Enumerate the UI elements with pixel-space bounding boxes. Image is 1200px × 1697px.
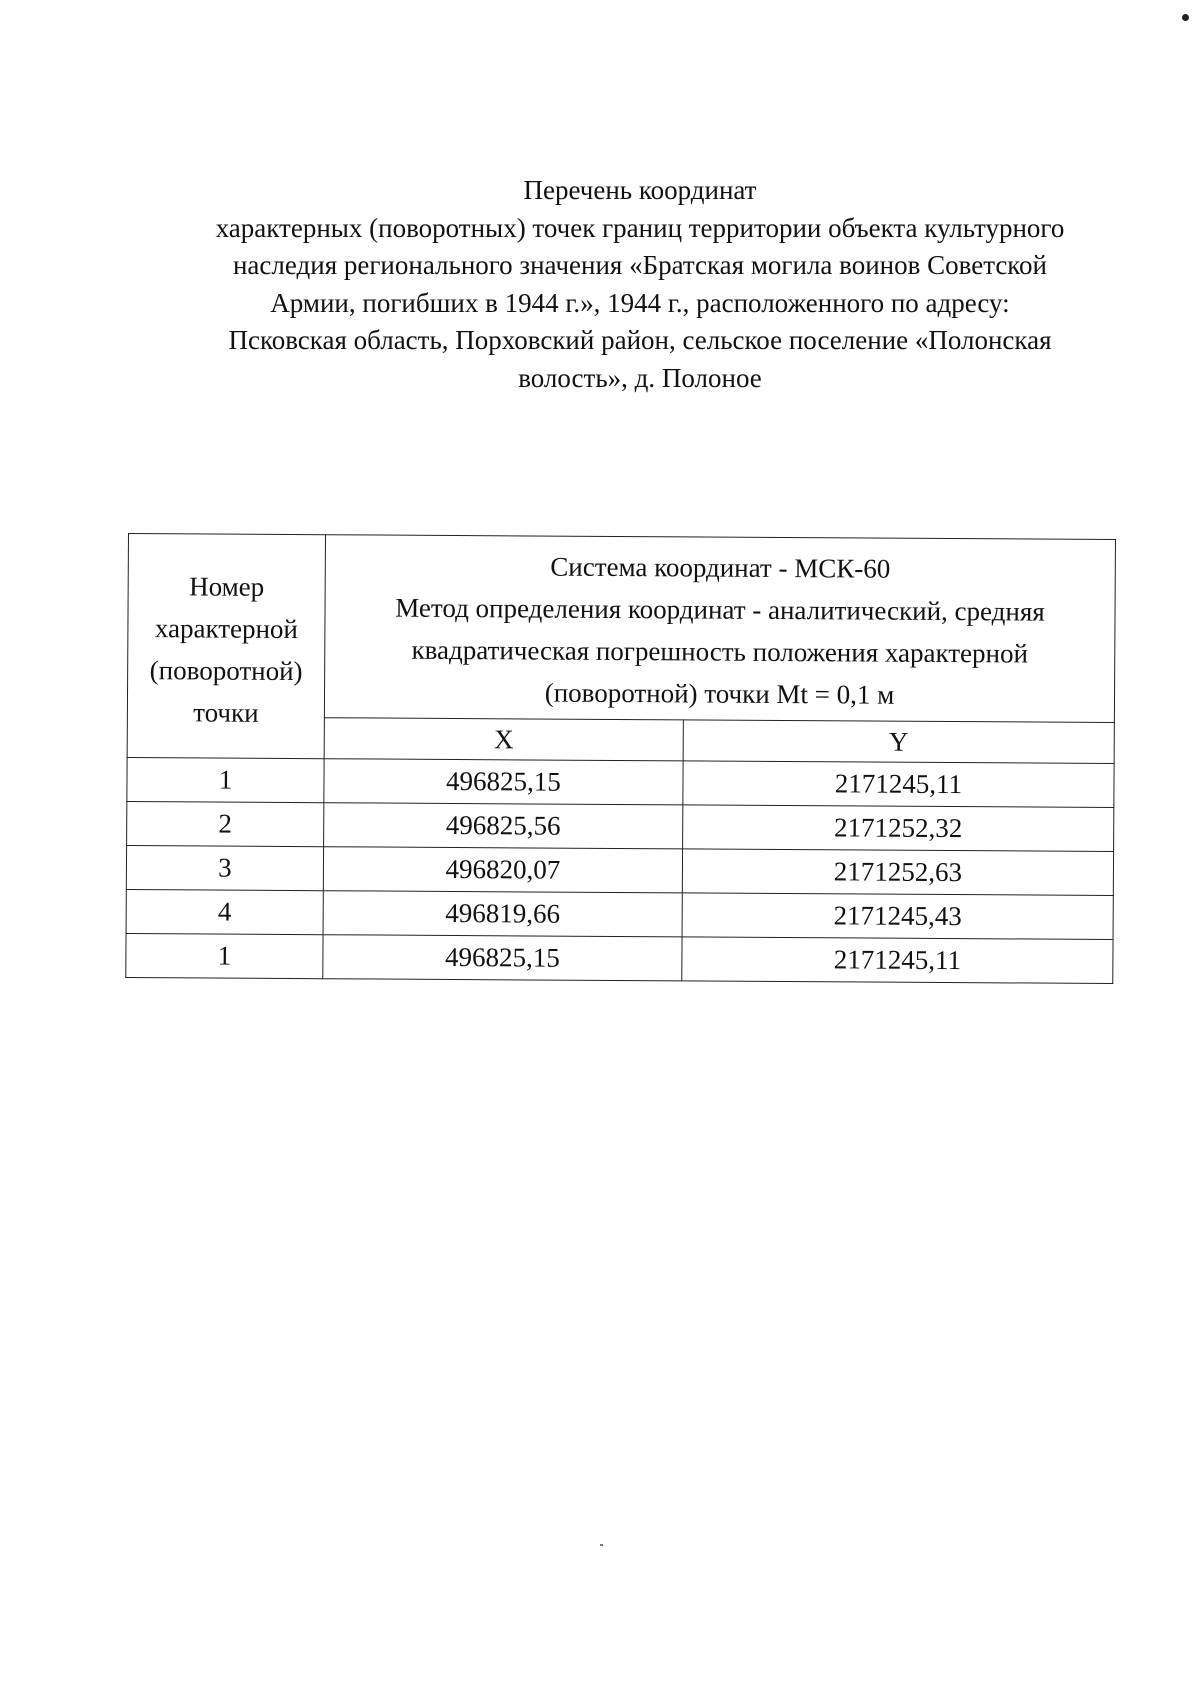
table-row <box>126 889 1113 939</box>
header-line: (поворотной) точки Mt = 0,1 м <box>544 677 895 710</box>
x-cell: 496820,07 <box>323 847 682 893</box>
point-number-header <box>127 534 325 759</box>
header-line: Номер <box>189 570 265 602</box>
x-cell: 496825,15 <box>323 935 682 981</box>
title-line: волость», д. Полоное <box>518 362 762 393</box>
x-cell: 496825,56 <box>324 803 683 849</box>
header-line: Система координат - МСК-60 <box>550 551 891 584</box>
column-header-x: X <box>324 718 683 761</box>
header-line: Метод определения координат - аналитический, средняя <box>395 592 1045 627</box>
x-cell: 496819,66 <box>323 891 682 937</box>
title-line: Армии, погибших в 1944 г.», 1944 г., расположенного по адресу: <box>270 287 1010 318</box>
title-line: наследия регионального значения «Братская могила воинов Советской <box>232 250 1048 280</box>
title-line: характерных (поворотных) точек границ территории объекта культурного <box>215 212 1065 243</box>
x-cell: 496825,15 <box>324 759 683 805</box>
y-cell: 2171245,43 <box>682 893 1113 940</box>
table-row <box>126 845 1113 895</box>
table-row <box>127 801 1114 851</box>
header-line: (поворотной) <box>149 654 303 686</box>
point-number-cell: 3 <box>126 845 323 890</box>
table-header-row <box>127 534 1115 723</box>
point-number-cell: 1 <box>126 933 323 978</box>
y-cell: 2171245,11 <box>683 761 1114 808</box>
y-cell: 2171252,63 <box>682 849 1113 896</box>
header-line: точки <box>193 696 259 728</box>
y-cell: 2171245,11 <box>682 937 1113 984</box>
point-number-cell: 2 <box>127 801 324 846</box>
point-number-cell: 4 <box>126 889 323 934</box>
y-cell: 2171252,32 <box>683 805 1114 852</box>
column-header-y: Y <box>683 720 1114 764</box>
header-line: квадратическая погрешность положения характерной <box>411 634 1029 669</box>
scan-speck <box>600 1544 603 1546</box>
title-line: Перечень координат <box>523 175 757 205</box>
table-row <box>126 933 1113 983</box>
coordinate-system-header <box>324 535 1115 723</box>
header-line: характерной <box>154 612 299 644</box>
point-number-cell: 1 <box>127 757 324 802</box>
coordinates-table <box>125 533 1116 984</box>
table-row <box>127 757 1114 807</box>
document-title <box>150 172 1130 397</box>
title-line: Псковская область, Порховский район, сельское поселение «Полонская <box>228 325 1052 355</box>
scan-dot <box>1182 14 1189 21</box>
